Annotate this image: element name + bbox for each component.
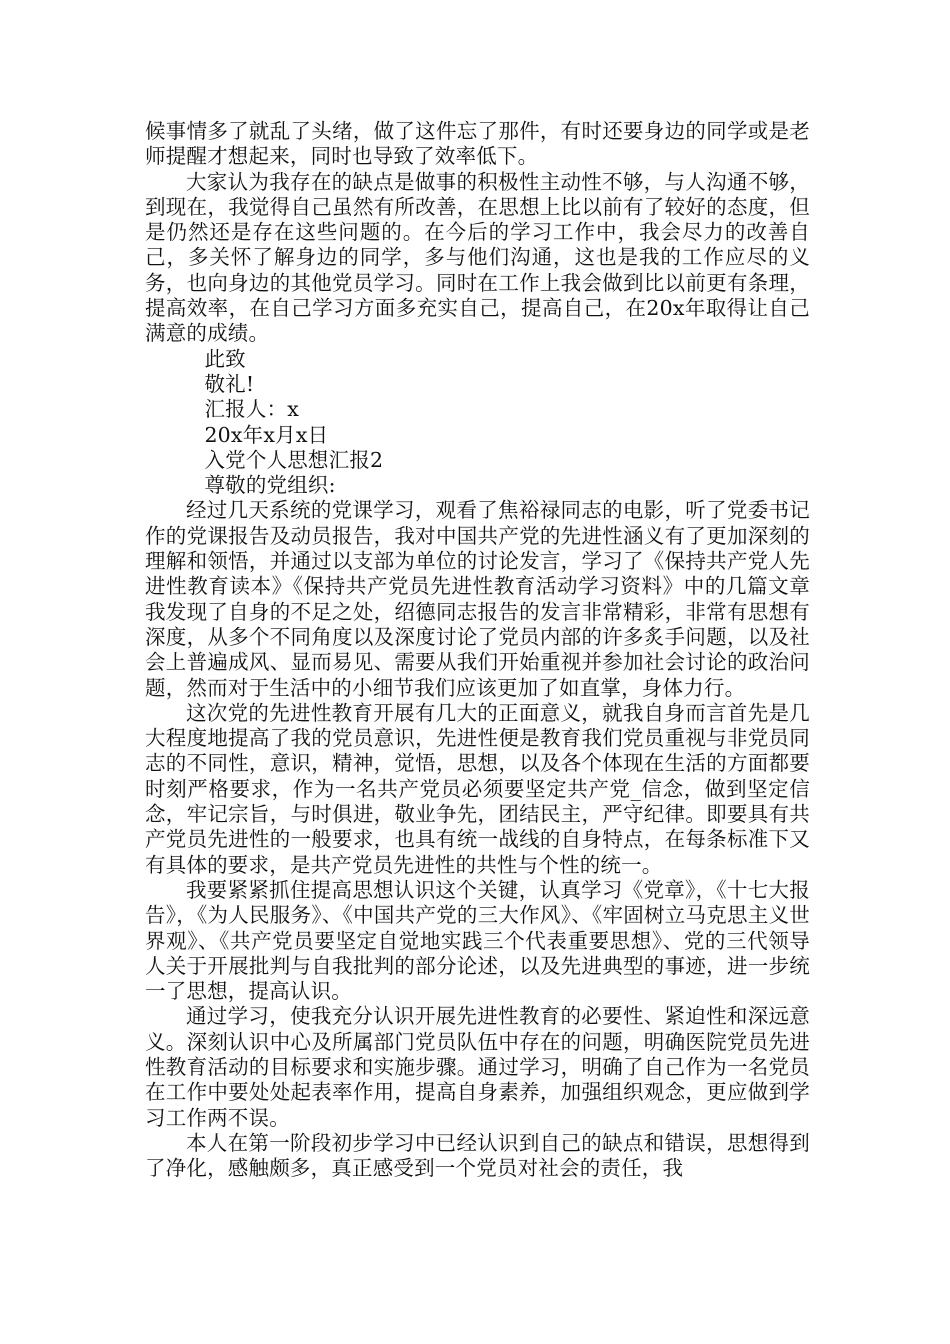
paragraph-continued: 候事情多了就乱了头绪，做了这件忘了那件，有时还要身边的同学或是老师提醒才想起来，同时也导致了效率低下。 xyxy=(145,119,810,169)
paragraph-party-lessons: 经过几天系统的党课学习，观看了焦裕禄同志的电影，听了党委书记作的党课报告及动员报告，我对中国共产党的先进性涵义有了更加深刻的理解和领悟，并通过以支部为单位的讨论发言，学习了《保持共产党人先进性教育读本》《保持共产党员先进性教育活动学习资料》中的几篇文章我发现了自身的不足之处，绍德同志报告的发言非常精彩，非常有思想有深度，从多个不同角度以及深度讨论了党员内部的许多炙手问题，以及社会上普遍成风、显而易见、需要从我们开始重视并参加社会讨论的政治问题，然而对于生活中的小细节我们应该更加了如直掌，身体力行。 xyxy=(145,498,810,700)
reporter-line: 汇报人：x xyxy=(204,397,299,422)
paragraph-significance: 这次党的先进性教育开展有几大的正面意义，就我自身而言首先是几大程度地提高了我的党员意识，先进性便是教育我们党员重视与非党员同志的不同性，意识，精神，觉悟，思想，以及各个体现在生活的方面都要时刻严格要求，作为一名共产党员必须要坚定共产党_信念，做到坚定信念，牢记宗旨，与时俱进，敬业争先，团结民主，严守纪律。即要具有共产党员先进性的一般要求，也具有统一战线的自身特点，在每条标准下又有具体的要求，是共产党员先进性的共性与个性的统一。 xyxy=(145,700,810,877)
date-line: 20x年x月x日 xyxy=(204,422,329,447)
closing-regards: 敬礼! xyxy=(204,371,255,396)
paragraph-shortcomings: 大家认为我存在的缺点是做事的积极性主动性不够，与人沟通不够，到现在，我觉得自己虽然有所改善，在思想上比以前有了较好的态度，但是仍然还是存在这些问题的。在今后的学习工作中，我会尽力的改善自己，多关怀了解身边的同学，多与他们沟通，这也是我的工作应尽的义务，也向身边的其他党员学习。同时在工作上我会做到比以前更有条理，提高效率，在自己学习方面多充实自己，提高自己，在20x年取得让自己满意的成绩。 xyxy=(145,169,810,346)
document-body xyxy=(145,119,810,1181)
closing-salutation: 此致 xyxy=(204,346,246,371)
report-title: 入党个人思想汇报2 xyxy=(204,447,384,472)
paragraph-understanding: 通过学习，使我充分认识开展先进性教育的必要性、紧迫性和深远意义。深刻认识中心及所属部门党员队伍中存在的问题，明确医院党员先进性教育活动的目标要求和实施步骤。通过学习，明确了自己作为一名党员在工作中要处处起表率作用，提高自身素养，加强组织观念，更应做到学习工作两不误。 xyxy=(145,1004,810,1130)
paragraph-first-stage: 本人在第一阶段初步学习中已经认识到自己的缺点和错误，思想得到了净化，感触颇多，真正感受到一个党员对社会的责任，我 xyxy=(145,1130,810,1181)
paragraph-key-study: 我要紧紧抓住提高思想认识这个关键，认真学习《党章》，《十七大报告》，《为人民服务》、《中国共产党的三大作风》、《牢固树立马克思主义世界观》、《共产党员要坚定自觉地实践三个代表重要思想》、党的三代领导人关于开展批判与自我批判的部分论述，以及先进典型的事迹，进一步统一了思想，提高认识。 xyxy=(145,877,810,1004)
greeting-line: 尊敬的党组织: xyxy=(204,473,336,498)
